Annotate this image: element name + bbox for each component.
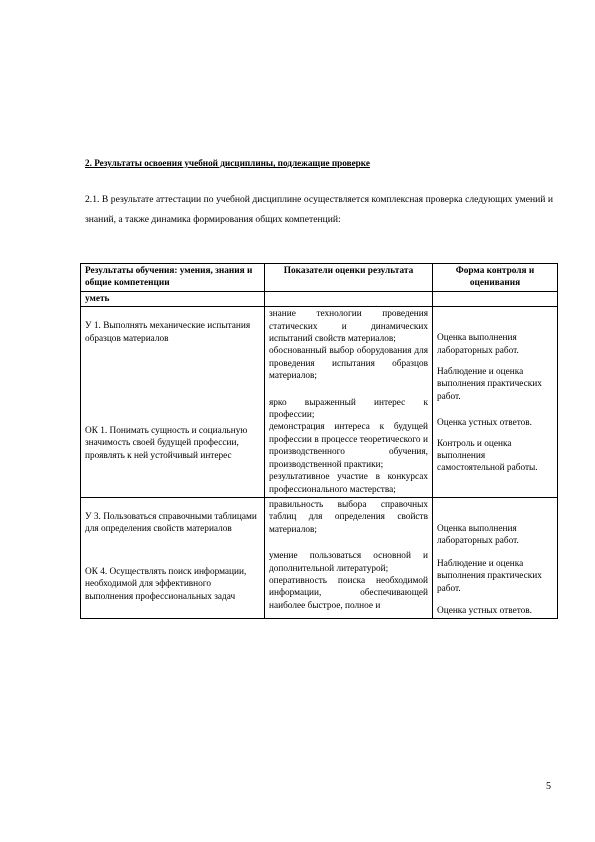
indicator-item: демонстрация интереса к будущей профессии в процессе теоретического и производственного обучения, производственной практики; — [269, 422, 428, 470]
skills-cell — [81, 307, 265, 498]
header-control-form: Форма контроля и оценивания — [433, 264, 558, 292]
control-form-cell — [433, 307, 558, 498]
form-item: Наблюдение и оценка выполнения практических работ. — [437, 558, 542, 594]
form-item: Наблюдение и оценка выполнения практических работ. — [437, 367, 542, 402]
empty-cell — [265, 291, 433, 306]
page-number: 5 — [546, 781, 551, 792]
section-row — [81, 291, 558, 306]
form-item: Оценка устных ответов. — [437, 418, 533, 429]
section-heading: 2. Результаты освоения учебной дисциплины, подлежащие проверке — [85, 158, 370, 168]
form-item: Оценка выполнения лабораторных работ. — [437, 523, 519, 547]
skills-cell — [81, 497, 265, 618]
skill-item: ОК 4. Осуществлять поиск информации, необходимой для эффективного выполнения профессиональных задач — [85, 566, 247, 602]
skill-item: У 1. Выполнять механические испытания образцов материалов — [85, 321, 251, 344]
intro-paragraph: 2.1. В результате аттестации по учебной дисциплине осуществляется комплексная проверка следующих умений и знаний, а также динамика формирования общих компетенций: — [85, 194, 553, 225]
indicator-item: результативное участие в конкурсах профессионального мастерства; — [269, 472, 428, 495]
skill-item: У 3. Пользоваться справочными таблицами для определения свойств материалов — [85, 511, 257, 535]
header-indicators: Показатели оценки результата — [265, 264, 433, 292]
skill-item: ОК 1. Понимать сущность и социальную значимость своей будущей профессии, проявлять к ней устойчивый интерес — [85, 426, 248, 461]
indicator-item: ярко выраженный интерес к профессии; — [269, 397, 428, 421]
indicator-item: умение пользоваться основной и дополнительной литературой; — [269, 551, 428, 574]
control-form-cell — [433, 497, 558, 618]
indicators-cell — [265, 497, 433, 618]
table-header-row — [81, 264, 558, 292]
assessment-table — [80, 263, 558, 619]
indicator-item: знание технологии проведения статических и динамических испытаний свойств материалов; — [269, 309, 428, 345]
indicators-cell — [265, 307, 433, 498]
table-row — [81, 307, 558, 498]
indicator-item: обоснованный выбор оборудования для проведения испытания образцов материалов; — [269, 346, 428, 382]
table-row — [81, 497, 558, 618]
indicator-item: правильность выбора справочных таблиц для определения свойств материалов; — [269, 499, 428, 535]
section-label: уметь — [81, 291, 265, 306]
form-item: Контроль и оценка выполнения самостоятельной работы. — [437, 438, 538, 474]
indicator-item: оперативность поиска необходимой информации, обеспечивающей наиболее быстрое, полное и — [269, 575, 428, 611]
form-item: Оценка устных ответов. — [437, 605, 533, 616]
header-results: Результаты обучения: умения, знания и общие компетенции — [81, 264, 265, 292]
form-item: Оценка выполнения лабораторных работ. — [437, 333, 519, 356]
empty-cell — [433, 291, 558, 306]
